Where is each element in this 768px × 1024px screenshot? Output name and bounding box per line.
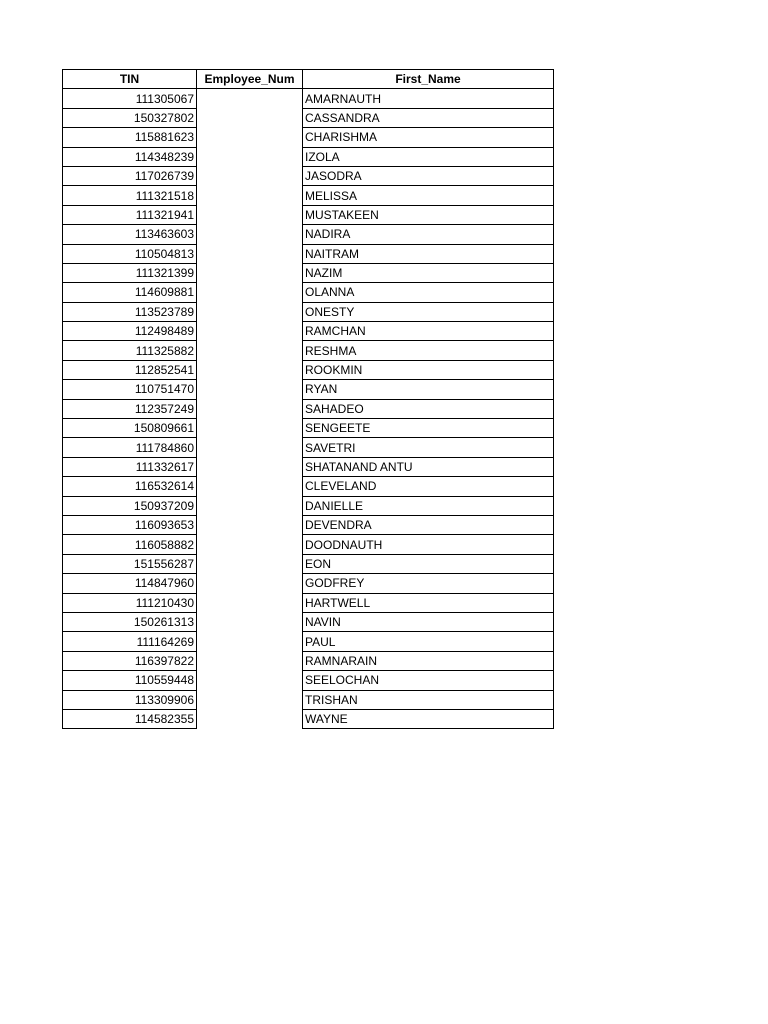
table-row bbox=[63, 496, 554, 515]
cell-first-name: GODFREY bbox=[303, 574, 554, 593]
cell-first-name: ONESTY bbox=[303, 302, 554, 321]
cell-tin: 113463603 bbox=[63, 225, 197, 244]
cell-first-name: CASSANDRA bbox=[303, 108, 554, 127]
table-row bbox=[63, 612, 554, 631]
cell-tin: 111321941 bbox=[63, 205, 197, 224]
table-row bbox=[63, 225, 554, 244]
cell-employee-num bbox=[197, 554, 303, 573]
table-row bbox=[63, 205, 554, 224]
cell-employee-num bbox=[197, 147, 303, 166]
cell-tin: 117026739 bbox=[63, 166, 197, 185]
table-row bbox=[63, 322, 554, 341]
cell-employee-num bbox=[197, 205, 303, 224]
cell-first-name: HARTWELL bbox=[303, 593, 554, 612]
cell-tin: 111784860 bbox=[63, 438, 197, 457]
cell-tin: 112498489 bbox=[63, 322, 197, 341]
cell-first-name: SAHADEO bbox=[303, 399, 554, 418]
cell-tin: 110559448 bbox=[63, 671, 197, 690]
cell-first-name: NADIRA bbox=[303, 225, 554, 244]
cell-tin: 115881623 bbox=[63, 128, 197, 147]
cell-first-name: IZOLA bbox=[303, 147, 554, 166]
cell-employee-num bbox=[197, 186, 303, 205]
cell-tin: 114847960 bbox=[63, 574, 197, 593]
cell-first-name: SAVETRI bbox=[303, 438, 554, 457]
table-row bbox=[63, 244, 554, 263]
cell-employee-num bbox=[197, 225, 303, 244]
cell-employee-num bbox=[197, 438, 303, 457]
table-row bbox=[63, 515, 554, 534]
cell-tin: 111321518 bbox=[63, 186, 197, 205]
cell-tin: 111164269 bbox=[63, 632, 197, 651]
cell-tin: 113523789 bbox=[63, 302, 197, 321]
cell-tin: 112852541 bbox=[63, 360, 197, 379]
cell-employee-num bbox=[197, 244, 303, 263]
cell-employee-num bbox=[197, 322, 303, 341]
table-row bbox=[63, 399, 554, 418]
cell-tin: 116397822 bbox=[63, 651, 197, 670]
cell-employee-num bbox=[197, 457, 303, 476]
cell-tin: 112357249 bbox=[63, 399, 197, 418]
table-row bbox=[63, 419, 554, 438]
cell-employee-num bbox=[197, 709, 303, 728]
cell-tin: 111210430 bbox=[63, 593, 197, 612]
table-body bbox=[63, 89, 554, 729]
table-row bbox=[63, 147, 554, 166]
table-row bbox=[63, 302, 554, 321]
table-row bbox=[63, 166, 554, 185]
cell-employee-num bbox=[197, 419, 303, 438]
cell-employee-num bbox=[197, 108, 303, 127]
cell-first-name: MUSTAKEEN bbox=[303, 205, 554, 224]
cell-tin: 116093653 bbox=[63, 515, 197, 534]
table-row bbox=[63, 593, 554, 612]
cell-tin: 114348239 bbox=[63, 147, 197, 166]
cell-first-name: RAMCHAN bbox=[303, 322, 554, 341]
cell-first-name: NAZIM bbox=[303, 263, 554, 282]
cell-first-name: SHATANAND ANTU bbox=[303, 457, 554, 476]
cell-employee-num bbox=[197, 341, 303, 360]
cell-employee-num bbox=[197, 515, 303, 534]
table-row bbox=[63, 108, 554, 127]
header-tin: TIN bbox=[63, 70, 197, 89]
table-row bbox=[63, 341, 554, 360]
table-row bbox=[63, 632, 554, 651]
table-row bbox=[63, 263, 554, 282]
cell-employee-num bbox=[197, 593, 303, 612]
table-row bbox=[63, 574, 554, 593]
cell-tin: 150327802 bbox=[63, 108, 197, 127]
cell-employee-num bbox=[197, 651, 303, 670]
header-first-name: First_Name bbox=[303, 70, 554, 89]
cell-employee-num bbox=[197, 283, 303, 302]
cell-first-name: JASODRA bbox=[303, 166, 554, 185]
cell-tin: 111321399 bbox=[63, 263, 197, 282]
cell-tin: 116532614 bbox=[63, 477, 197, 496]
table-row bbox=[63, 671, 554, 690]
header-employee-num: Employee_Num bbox=[197, 70, 303, 89]
cell-first-name: NAVIN bbox=[303, 612, 554, 631]
cell-tin: 114609881 bbox=[63, 283, 197, 302]
cell-tin: 114582355 bbox=[63, 709, 197, 728]
cell-tin: 113309906 bbox=[63, 690, 197, 709]
table-row bbox=[63, 477, 554, 496]
cell-employee-num bbox=[197, 399, 303, 418]
cell-first-name: CHARISHMA bbox=[303, 128, 554, 147]
cell-employee-num bbox=[197, 535, 303, 554]
table-row bbox=[63, 380, 554, 399]
cell-first-name: CLEVELAND bbox=[303, 477, 554, 496]
cell-employee-num bbox=[197, 671, 303, 690]
table-row bbox=[63, 554, 554, 573]
cell-employee-num bbox=[197, 263, 303, 282]
table-row bbox=[63, 360, 554, 379]
cell-employee-num bbox=[197, 302, 303, 321]
cell-first-name: SEELOCHAN bbox=[303, 671, 554, 690]
table-row bbox=[63, 186, 554, 205]
cell-tin: 110751470 bbox=[63, 380, 197, 399]
cell-tin: 150809661 bbox=[63, 419, 197, 438]
cell-first-name: DEVENDRA bbox=[303, 515, 554, 534]
cell-first-name: SENGEETE bbox=[303, 419, 554, 438]
cell-first-name: MELISSA bbox=[303, 186, 554, 205]
cell-first-name: DOODNAUTH bbox=[303, 535, 554, 554]
header-row bbox=[63, 70, 554, 89]
cell-employee-num bbox=[197, 380, 303, 399]
table-row bbox=[63, 535, 554, 554]
cell-tin: 110504813 bbox=[63, 244, 197, 263]
cell-tin: 150937209 bbox=[63, 496, 197, 515]
cell-tin: 150261313 bbox=[63, 612, 197, 631]
employee-table bbox=[62, 69, 554, 729]
cell-employee-num bbox=[197, 128, 303, 147]
cell-employee-num bbox=[197, 690, 303, 709]
cell-employee-num bbox=[197, 89, 303, 108]
cell-tin: 111332617 bbox=[63, 457, 197, 476]
cell-first-name: RYAN bbox=[303, 380, 554, 399]
cell-first-name: NAITRAM bbox=[303, 244, 554, 263]
cell-employee-num bbox=[197, 477, 303, 496]
cell-first-name: EON bbox=[303, 554, 554, 573]
cell-first-name: OLANNA bbox=[303, 283, 554, 302]
cell-employee-num bbox=[197, 360, 303, 379]
cell-first-name: RESHMA bbox=[303, 341, 554, 360]
cell-tin: 111325882 bbox=[63, 341, 197, 360]
cell-first-name: RAMNARAIN bbox=[303, 651, 554, 670]
cell-tin: 151556287 bbox=[63, 554, 197, 573]
table-row bbox=[63, 128, 554, 147]
cell-first-name: WAYNE bbox=[303, 709, 554, 728]
cell-first-name: TRISHAN bbox=[303, 690, 554, 709]
cell-first-name: PAUL bbox=[303, 632, 554, 651]
table-row bbox=[63, 283, 554, 302]
cell-tin: 111305067 bbox=[63, 89, 197, 108]
cell-first-name: ROOKMIN bbox=[303, 360, 554, 379]
table-row bbox=[63, 690, 554, 709]
cell-employee-num bbox=[197, 496, 303, 515]
cell-employee-num bbox=[197, 632, 303, 651]
cell-employee-num bbox=[197, 166, 303, 185]
table-row bbox=[63, 651, 554, 670]
cell-tin: 116058882 bbox=[63, 535, 197, 554]
cell-employee-num bbox=[197, 574, 303, 593]
cell-first-name: DANIELLE bbox=[303, 496, 554, 515]
table-row bbox=[63, 709, 554, 728]
table-row bbox=[63, 438, 554, 457]
cell-first-name: AMARNAUTH bbox=[303, 89, 554, 108]
cell-employee-num bbox=[197, 612, 303, 631]
table-row bbox=[63, 457, 554, 476]
table-row bbox=[63, 89, 554, 108]
